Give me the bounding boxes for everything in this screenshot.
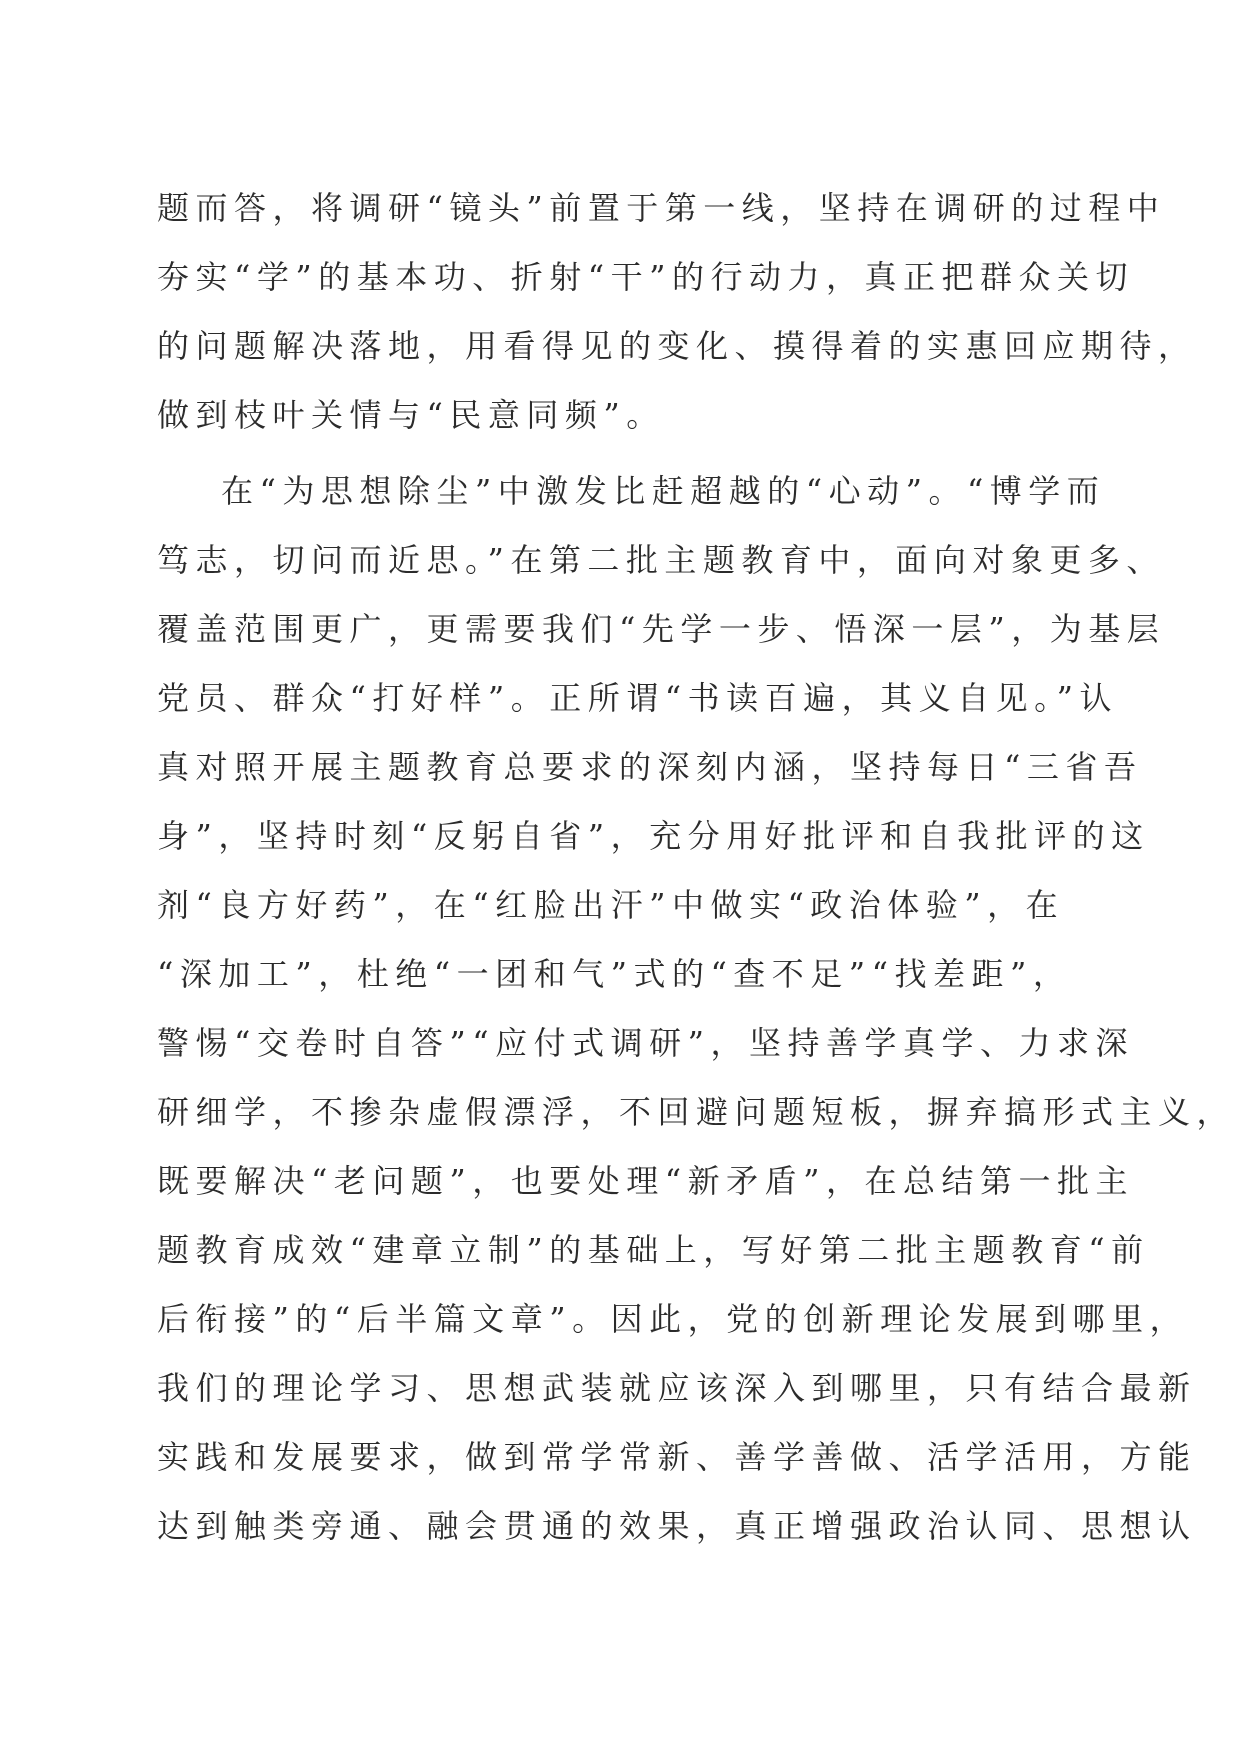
text-line: 题而答，将调研“镜头”前置于第一线，坚持在调研的过程中 xyxy=(157,189,1166,227)
text-line: 警惕“交卷时自答”“应付式调研”，坚持善学真学、力求深 xyxy=(157,1024,1134,1062)
text-line: 达到触类旁通、融会贯通的效果，真正增强政治认同、思想认 xyxy=(157,1507,1197,1545)
text-line: 的问题解决落地，用看得见的变化、摸得着的实惠回应期待， xyxy=(157,327,1197,365)
text-line: 做到枝叶关情与“民意同频”。 xyxy=(157,396,665,434)
text-line: 覆盖范围更广，更需要我们“先学一步、悟深一层”，为基层 xyxy=(157,610,1166,648)
text-line: 党员、群众“打好样”。正所谓“书读百遍，其义自见。”认 xyxy=(157,679,1118,717)
text-line: 剂“良方好药”，在“红脸出汗”中做实“政治体验”，在 xyxy=(157,886,1065,924)
paragraph-first-line: 在“为思想除尘”中激发比赶超越的“心动”。“博学而 xyxy=(221,472,1106,510)
document-body xyxy=(157,187,1236,1574)
text-line: 后衔接”的“后半篇文章”。因此，党的创新理论发展到哪里， xyxy=(157,1300,1189,1338)
text-line: 笃志，切问而近思。”在第二批主题教育中，面向对象更多、 xyxy=(157,541,1165,579)
text-line: 我们的理论学习、思想武装就应该深入到哪里，只有结合最新 xyxy=(157,1369,1197,1407)
text-line: 题教育成效“建章立制”的基础上，写好第二批主题教育“前 xyxy=(157,1231,1150,1269)
text-line: “深加工”，杜绝“一团和气”式的“查不足”“找差距”， xyxy=(157,955,1072,993)
text-line: 真对照开展主题教育总要求的深刻内涵，坚持每日“三省吾 xyxy=(157,748,1143,786)
text-line: 既要解决“老问题”，也要处理“新矛盾”，在总结第一批主 xyxy=(157,1162,1134,1200)
text-line: 研细学，不掺杂虚假漂浮，不回避问题短板，摒弃搞形式主义， xyxy=(157,1093,1236,1131)
text-line: 身”，坚持时刻“反躬自省”，充分用好批评和自我批评的这 xyxy=(157,817,1150,855)
text-line: 夯实“学”的基本功、折射“干”的行动力，真正把群众关切 xyxy=(157,258,1134,296)
text-line: 实践和发展要求，做到常学常新、善学善做、活学活用，方能 xyxy=(157,1438,1197,1476)
